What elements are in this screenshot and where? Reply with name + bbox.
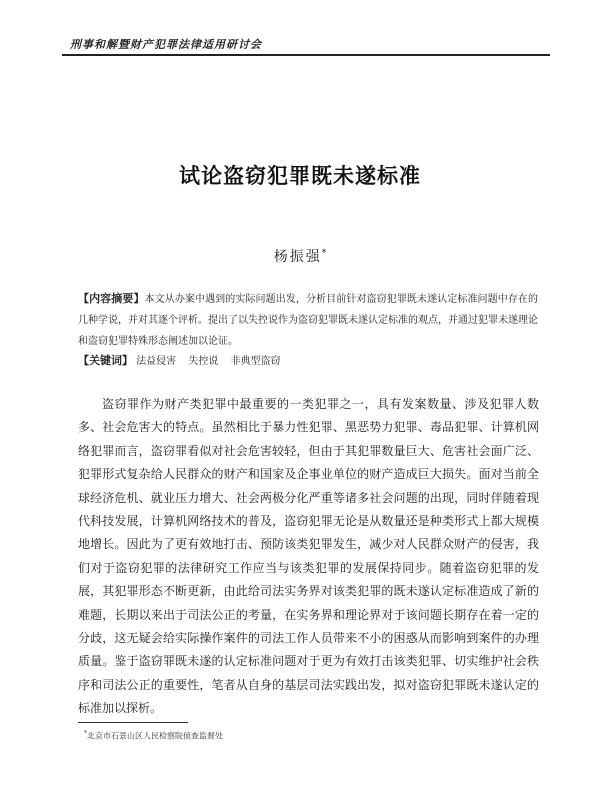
- running-header: 刑事和解暨财产犯罪法律适用研讨会: [70, 38, 262, 51]
- article-title: 试论盗窃犯罪既未遂标准: [179, 164, 421, 188]
- header-divider: [62, 54, 550, 56]
- footnote-mark: *: [84, 730, 87, 737]
- author-name: 杨振强: [273, 249, 322, 265]
- footnote-divider: [78, 722, 188, 723]
- keywords: [78, 352, 538, 371]
- author-footnote-mark: *: [321, 248, 327, 259]
- author-line: [0, 246, 600, 266]
- keywords-label: 【关键词】: [78, 354, 133, 367]
- keyword: 法益侵害: [136, 356, 177, 367]
- keyword: 失控说: [188, 356, 219, 367]
- abstract: [78, 288, 538, 352]
- abstract-label: 【内容摘要】: [78, 292, 145, 305]
- footnote-text: 北京市石景山区人民检察院侦查监督处: [87, 731, 223, 741]
- body-paragraph: 盗窃罪作为财产类犯罪中最重要的一类犯罪之一，具有发案数量、涉及犯罪人数多、社会危害大的特点。虽然相比于暴力性犯罪、黑恶势力犯罪、毒品犯罪、计算机网络犯罪而言，盗窃罪看似对社会危害较轻，但由于其犯罪数量巨大、危害社会面广泛、犯罪形式复杂给人民群众的财产和国家及企事业单位的财产造成巨大损失。面对当前全球经济危机、就业压力增大、社会两极分化严重等诸多社会问题的出现，同时伴随着现代科技发展，计算机网络技术的普及，盗窃犯罪无论是从数量还是种类形式上都大规模地增长。因此为了更有效地打击、预防该类犯罪发生，减少对人民群众财产的侵害，我们对于盗窃犯罪的法律研究工作应当与该类犯罪的发展保持同步。随着盗窃犯罪的发展，其犯罪形态不断更新，由此给司法实务界对该类犯罪的既未遂认定标准造成了新的难题，长期以来出于司法公正的考量，在实务界和理论界对于该问题长期存在着一定的分歧，这无疑会给实际操作案件的司法工作人员带来不小的困惑从而影响到案件的办理质量。鉴于盗窃罪既未遂的认定标准问题对于更为有效打击该类犯罪、切实维护社会秩序和司法公正的重要性，笔者从自身的基层司法实践出发，拟对盗窃犯罪既未遂认定的标准加以探析。: [78, 397, 539, 716]
- keyword: 非典型盗窃: [230, 356, 281, 367]
- abstract-text: 本文从办案中遇到的实际问题出发，分析目前针对盗窃犯罪既未遂认定标准问题中存在的几种学说，并对其逐个评析。提出了以失控说作为盗窃犯罪既未遂认定标准的观点，并通过犯罪未遂理论和盗窃犯罪特殊形态阐述加以论证。: [78, 294, 539, 347]
- footnote: [84, 730, 223, 742]
